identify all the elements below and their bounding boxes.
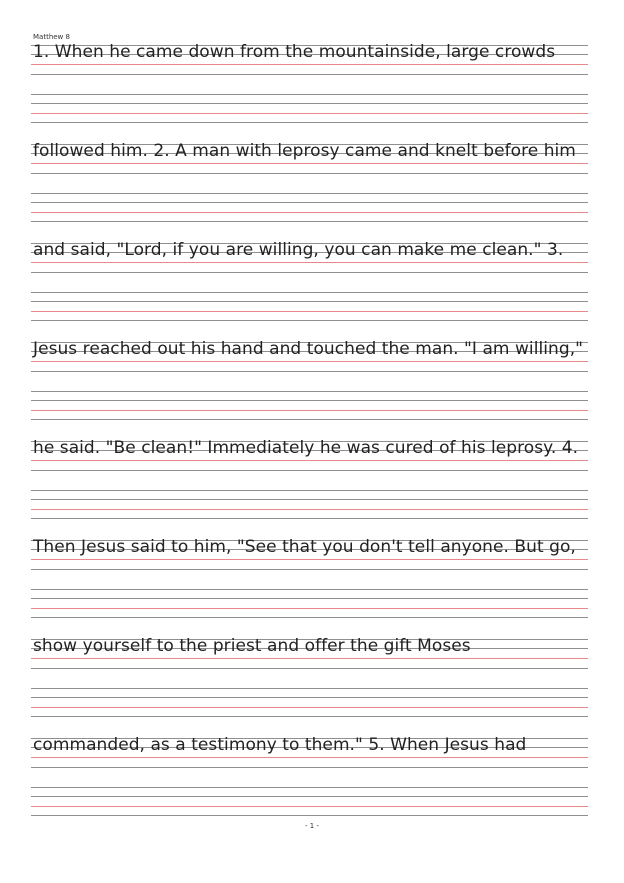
guide-line xyxy=(31,815,588,816)
text-line-4: Jesus reached out his hand and touched the man. "I am willing," xyxy=(33,339,584,359)
text-line-5: he said. "Be clean!" Immediately he was cured of his leprosy. 4. xyxy=(33,438,579,458)
guide-line xyxy=(31,697,588,698)
guide-line xyxy=(31,292,588,293)
red-guide-line xyxy=(31,163,588,164)
red-guide-line xyxy=(31,311,588,312)
guide-line xyxy=(31,688,588,689)
guide-line xyxy=(31,796,588,797)
writing-block-8 xyxy=(31,735,588,816)
guide-line xyxy=(31,122,588,123)
guide-line xyxy=(31,419,588,420)
writing-block-2 xyxy=(31,141,588,222)
red-guide-line xyxy=(31,410,588,411)
writing-block-4 xyxy=(31,339,588,420)
guide-line xyxy=(31,221,588,222)
guide-line xyxy=(31,94,588,95)
text-line-2: followed him. 2. A man with leprosy came and knelt before him xyxy=(33,141,576,161)
page-number: - 1 - xyxy=(305,822,319,830)
document-label: Matthew 8 xyxy=(33,33,70,41)
guide-line xyxy=(31,499,588,500)
text-line-7: show yourself to the priest and offer the gift Moses xyxy=(33,636,471,656)
writing-block-7 xyxy=(31,636,588,717)
writing-block-1 xyxy=(31,42,588,123)
red-guide-line xyxy=(31,559,588,560)
guide-line xyxy=(31,74,588,75)
text-line-1: 1. When he came down from the mountainside, large crowds xyxy=(33,42,556,62)
guide-line xyxy=(31,320,588,321)
writing-block-5 xyxy=(31,438,588,519)
red-guide-line xyxy=(31,806,588,807)
guide-line xyxy=(31,716,588,717)
guide-line xyxy=(31,193,588,194)
guide-line xyxy=(31,301,588,302)
red-guide-line xyxy=(31,658,588,659)
text-line-6: Then Jesus said to him, "See that you don't tell anyone. But go, xyxy=(33,537,576,557)
guide-line xyxy=(31,767,588,768)
guide-line xyxy=(31,103,588,104)
red-guide-line xyxy=(31,707,588,708)
red-guide-line xyxy=(31,361,588,362)
red-guide-line xyxy=(31,509,588,510)
red-guide-line xyxy=(31,212,588,213)
guide-line xyxy=(31,490,588,491)
text-line-3: and said, "Lord, if you are willing, you can make me clean." 3. xyxy=(33,240,564,260)
guide-line xyxy=(31,598,588,599)
guide-line xyxy=(31,272,588,273)
writing-block-3 xyxy=(31,240,588,321)
writing-block-6 xyxy=(31,537,588,618)
red-guide-line xyxy=(31,460,588,461)
guide-line xyxy=(31,371,588,372)
red-guide-line xyxy=(31,608,588,609)
guide-line xyxy=(31,518,588,519)
red-guide-line xyxy=(31,113,588,114)
guide-line xyxy=(31,470,588,471)
guide-line xyxy=(31,569,588,570)
red-guide-line xyxy=(31,64,588,65)
text-line-8: commanded, as a testimony to them." 5. When Jesus had xyxy=(33,735,527,755)
guide-line xyxy=(31,173,588,174)
guide-line xyxy=(31,202,588,203)
guide-line xyxy=(31,617,588,618)
guide-line xyxy=(31,589,588,590)
guide-line xyxy=(31,391,588,392)
guide-line xyxy=(31,787,588,788)
red-guide-line xyxy=(31,262,588,263)
red-guide-line xyxy=(31,757,588,758)
guide-line xyxy=(31,400,588,401)
guide-line xyxy=(31,668,588,669)
